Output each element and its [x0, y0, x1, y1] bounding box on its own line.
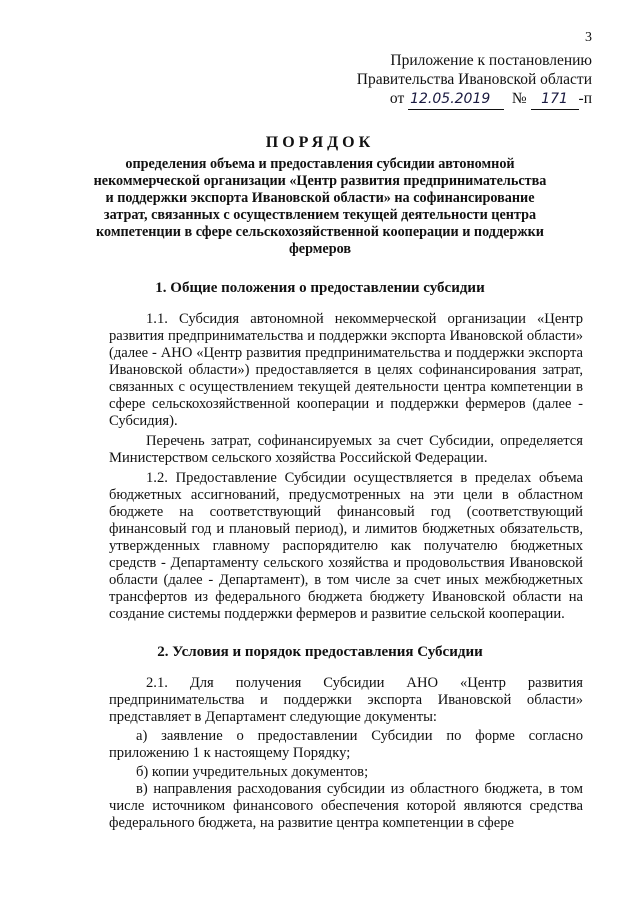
number-suffix: -п — [578, 90, 592, 107]
section-2-item-b: б) копии учредительных документов; — [136, 764, 369, 780]
section-1-heading: 1. Общие положения о предоставлении субсидии — [155, 280, 485, 296]
handwritten-number: 171 — [531, 90, 579, 110]
section-2-heading: 2. Условия и порядок предоставления Субсидии — [157, 644, 483, 660]
appendix-block — [332, 51, 592, 110]
appendix-date-line — [332, 89, 592, 110]
document-title: ПОРЯДОК — [265, 134, 375, 151]
from-label: от — [389, 90, 405, 107]
number-label: № — [511, 90, 527, 107]
section-2-item-a: а) заявление о предоставлении Субсидии по форме согласно приложению 1 к настоящему Порядку; — [109, 728, 583, 761]
section-2-item-c: в) направления расходования субсидии из областного бюджета, в том числе источником финансового обеспечения которой являются средства федерального бюджета, на развитие центра компетенции в сфере — [109, 781, 583, 831]
page-number: 3 — [585, 30, 592, 45]
section-1-paragraph-3: 1.2. Предоставление Субсидии осуществляется в пределах объема бюджетных ассигнований, предусмотренных на эти цели в областном бюджете на соответствующий финансовый год (соответствующий финансовый год и плановый период), и лимитов бюджетных обязательств, утвержденных главному распорядителю как получателю бюджетных средств - Департаменту сельского хозяйства и продовольствия Ивановской области (далее - Департамент), в том числе за счет иных межбюджетных трансфертов из федерального бюджета бюджету Ивановской области на создание системы поддержки фермеров и развитие сельской кооперации. — [109, 470, 583, 622]
handwritten-date: 12.05.2019 — [408, 90, 504, 110]
section-1-paragraph-1: 1.1. Субсидия автономной некоммерческой организации «Центр развития предпринимательства и поддержки экспорта Ивановской области» (далее - АНО «Центр развития предпринимательства и поддержки экспорта Ивановской области») предоставляется в целях софинансирования затрат, связанных с осуществлением текущей деятельности центра компетенции в сфере сельскохозяйственной кооперации и поддержки фермеров (далее - Субсидия). — [109, 311, 583, 429]
section-1-paragraph-2: Перечень затрат, софинансируемых за счет Субсидии, определяется Министерством сельского хозяйства Российской Федерации. — [109, 433, 583, 466]
appendix-line-1: Приложение к постановлению — [390, 52, 592, 69]
appendix-line-2: Правительства Ивановской области — [356, 71, 592, 88]
document-subtitle: определения объема и предоставления субсидии автономной некоммерческой организации «Центр развития предпринимательства и поддержки экспорта Ивановской области» на софинансирование затрат, связанных с осуществлением текущей деятельности центра компетенции в сфере сельскохозяйственной кооперации и поддержки фермеров — [93, 156, 547, 257]
section-2-paragraph-1: 2.1. Для получения Субсидии АНО «Центр развития предпринимательства и поддержки экспорта Ивановской области» представляет в Департамент следующие документы: — [109, 675, 583, 725]
